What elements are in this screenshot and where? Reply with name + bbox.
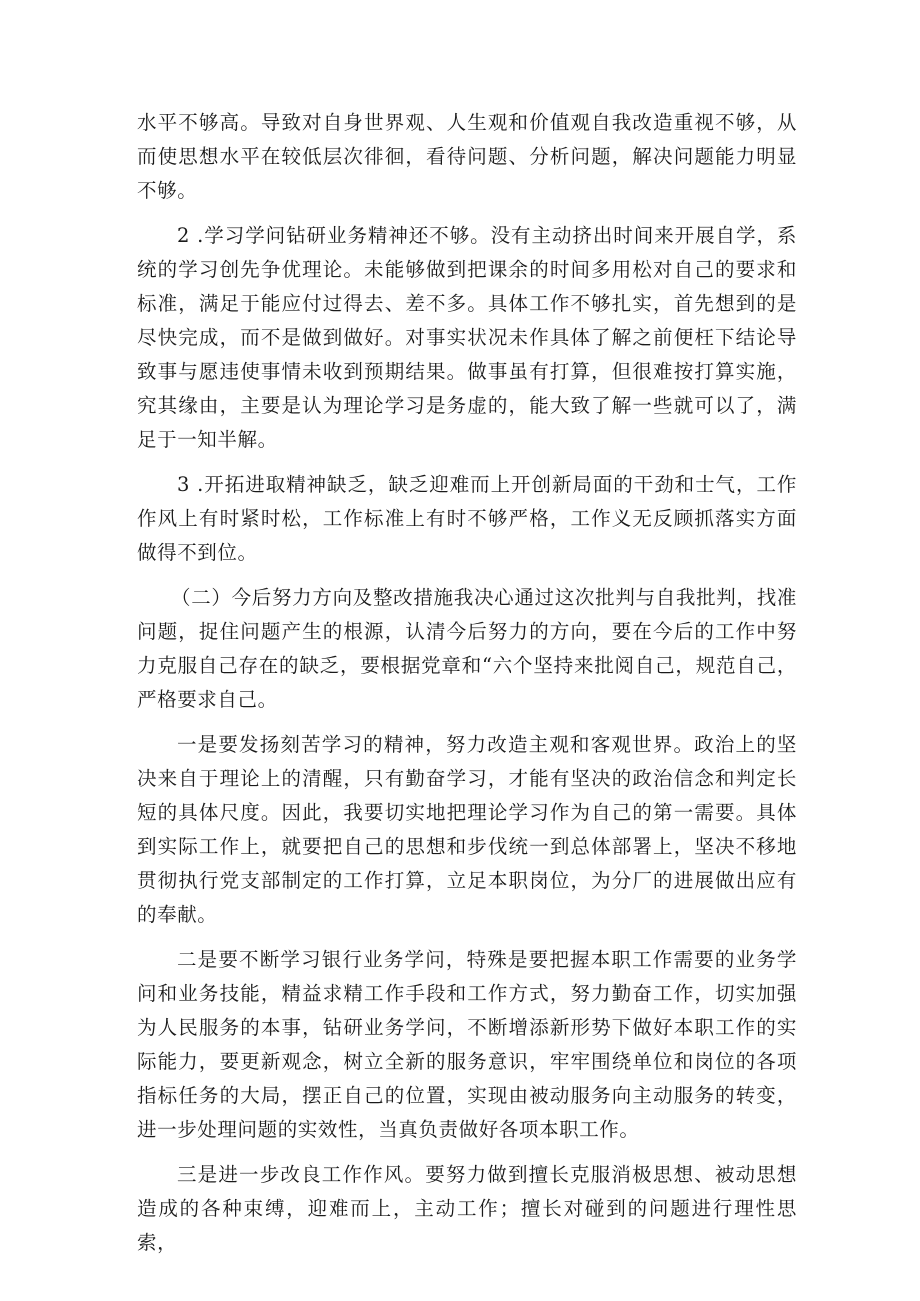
paragraph-section-2: （二）今后努力方向及整改措施我决心通过这次批判与自我批判，找准问题，捉住问题产生的根源，认清今后努力的方向，要在今后的工作中努力克服自己存在的缺乏，要根据党章和“六个坚持来批阅自己，规范自己，严格要求自己。 [137,586,797,711]
paragraph-measure-2: 二是要不断学习银行业务学问，特殊是要把握本职工作需要的业务学问和业务技能，精益求精工作手段和工作方式，努力勤奋工作，切实加强为人民服务的本事，钻研业务学问，不断增添新形势下做好本职工作的实际能力，要更新观念，树立全新的服务意识，牢牢围绕单位和岗位的各项指标任务的大局，摆正自己的位置，实现由被动服务向主动服务的转变，进一步处理问题的实效性，当真负责做好各项本职工作。 [137,948,797,1141]
paragraph-measure-3: 三是进一步改良工作作风。要努力做到擅长克服消极思想、被动思想造成的各种束缚，迎难而上，主动工作；擅长对碰到的问题进行理性思索， [137,1163,797,1254]
paragraph-measure-1: 一是要发扬刻苦学习的精神，努力改造主观和客观世界。政治上的坚决来自于理论上的清醒，只有勤奋学习，才能有坚决的政治信念和判定长短的具体尺度。因此，我要切实地把理论学习作为自己的第一需要。具体到实际工作上，就要把自己的思想和步伐统一到总体部署上，坚决不移地贯彻执行党支部制定的工作打算，立足本职岗位，为分厂的进展做出应有的奉献。 [137,733,797,926]
paragraph-item-3: 3 .开拓进取精神缺乏，缺乏迎难而上开创新局面的干劲和士气，工作作风上有时紧时松，工作标准上有时不够严格，工作义无反顾抓落实方面做得不到位。 [137,473,797,564]
paragraph-continuation: 水平不够高。导致对自身世界观、人生观和价值观自我改造重视不够，从而使思想水平在较低层次徘徊，看待问题、分析问题，解决问题能力明显不够。 [137,111,797,202]
document-page [137,106,797,1271]
paragraph-item-2: 2 .学习学问钻研业务精神还不够。没有主动挤出时间来开展自学，系统的学习创先争优理论。未能够做到把课余的时间多用松对自己的要求和标准，满足于能应付过得去、差不多。具体工作不够扎实，首先想到的是尽快完成，而不是做到做好。对事实状况未作具体了解之前便枉下结论导致事与愿违使事情未收到预期结果。做事虽有打算，但很难按打算实施，究其缘由，主要是认为理论学习是务虚的，能大致了解一些就可以了，满足于一知半解。 [137,224,797,451]
